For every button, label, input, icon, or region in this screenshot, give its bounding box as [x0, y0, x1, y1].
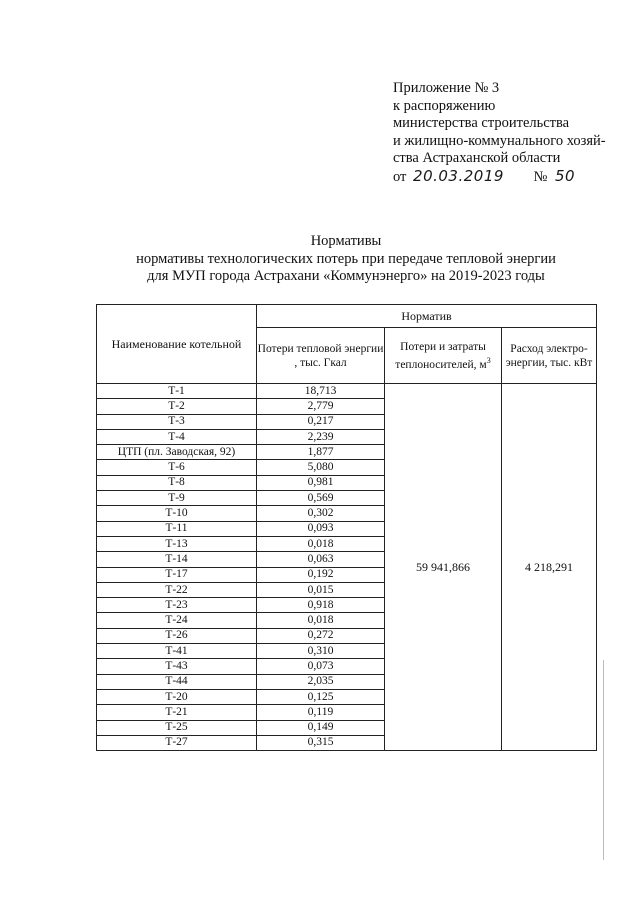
number-prefix: №: [533, 168, 548, 185]
boiler-name-cell: Т-8: [97, 475, 257, 490]
title-line-2: нормативы технологических потерь при передаче тепловой энергии: [136, 250, 556, 267]
boiler-name-cell: Т-9: [97, 491, 257, 506]
boiler-name-cell: Т-3: [97, 414, 257, 429]
boiler-name-cell: Т-43: [97, 659, 257, 674]
total-carrier-loss-cell: 59 941,866: [385, 384, 502, 751]
heat-loss-cell: 0,569: [257, 491, 385, 506]
boiler-name-cell: Т-1: [97, 384, 257, 399]
heat-loss-cell: 0,302: [257, 506, 385, 521]
annex-line: ства Астраханской области: [393, 150, 561, 166]
heat-loss-cell: 0,217: [257, 414, 385, 429]
annex-line: министерства строительства: [393, 115, 570, 131]
header-carrier-loss: Потери и затраты теплоносителей, $м^3$: [385, 328, 502, 384]
boiler-name-cell: Т-14: [97, 552, 257, 567]
table-body: [97, 384, 597, 751]
annex-date-line: [393, 168, 623, 187]
boiler-name-cell: Т-6: [97, 460, 257, 475]
heat-loss-cell: 0,018: [257, 613, 385, 628]
annex-line: Приложение № 3: [393, 80, 500, 96]
heat-loss-cell: 0,149: [257, 720, 385, 735]
boiler-name-cell: Т-17: [97, 567, 257, 582]
handwritten-number: 50: [555, 166, 576, 185]
heat-loss-cell: 2,035: [257, 674, 385, 689]
heat-loss-cell: 5,080: [257, 460, 385, 475]
boiler-name-cell: Т-26: [97, 628, 257, 643]
boiler-name-cell: Т-27: [97, 735, 257, 750]
heat-loss-cell: 2,779: [257, 399, 385, 414]
table-row: [97, 384, 597, 399]
boiler-name-cell: Т-4: [97, 429, 257, 444]
heat-loss-cell: 18,713: [257, 384, 385, 399]
heat-loss-cell: 0,015: [257, 582, 385, 597]
heat-loss-cell: 0,192: [257, 567, 385, 582]
heat-loss-cell: 0,073: [257, 659, 385, 674]
document-title: [96, 233, 596, 286]
boiler-name-cell: Т-24: [97, 613, 257, 628]
boiler-name-cell: ЦТП (пл. Заводская, 92): [97, 445, 257, 460]
header-heat-loss: Потери тепловой энергии , тыс. Гкал: [257, 328, 385, 384]
boiler-name-cell: Т-44: [97, 674, 257, 689]
header-norm-group: Норматив: [257, 305, 597, 328]
heat-loss-cell: 0,063: [257, 552, 385, 567]
heat-loss-cell: 0,018: [257, 536, 385, 551]
boiler-name-cell: Т-13: [97, 536, 257, 551]
boiler-name-cell: Т-10: [97, 506, 257, 521]
norms-table: [96, 304, 597, 751]
annex-line: и жилищно-коммунального хозяй-: [393, 132, 606, 149]
heat-loss-cell: 0,119: [257, 705, 385, 720]
heat-loss-cell: 0,310: [257, 644, 385, 659]
date-prefix: от: [393, 168, 407, 185]
heat-loss-cell: 0,125: [257, 689, 385, 704]
title-line-1: Нормативы: [310, 233, 382, 249]
header-power-use: Расход электро-энергии, тыс. кВт: [502, 328, 597, 384]
annex-block: [393, 80, 623, 186]
heat-loss-cell: 2,239: [257, 429, 385, 444]
heat-loss-cell: 0,272: [257, 628, 385, 643]
scan-edge-line: [603, 660, 604, 860]
annex-line: к распоряжению: [393, 97, 496, 114]
total-power-use-cell: 4 218,291: [502, 384, 597, 751]
header-boiler-name: Наименование котельной: [97, 305, 257, 384]
boiler-name-cell: Т-20: [97, 689, 257, 704]
boiler-name-cell: Т-23: [97, 598, 257, 613]
boiler-name-cell: Т-21: [97, 705, 257, 720]
heat-loss-cell: 0,981: [257, 475, 385, 490]
heat-loss-cell: 1,877: [257, 445, 385, 460]
title-line-3: для МУП города Астрахани «Коммунэнерго» на 2019-2023 годы: [147, 268, 545, 284]
boiler-name-cell: Т-25: [97, 720, 257, 735]
boiler-name-cell: Т-2: [97, 399, 257, 414]
boiler-name-cell: Т-22: [97, 582, 257, 597]
heat-loss-cell: 0,093: [257, 521, 385, 536]
heat-loss-cell: 0,315: [257, 735, 385, 750]
heat-loss-cell: 0,918: [257, 598, 385, 613]
boiler-name-cell: Т-41: [97, 644, 257, 659]
handwritten-date: 20.03.2019: [413, 166, 504, 185]
boiler-name-cell: Т-11: [97, 521, 257, 536]
